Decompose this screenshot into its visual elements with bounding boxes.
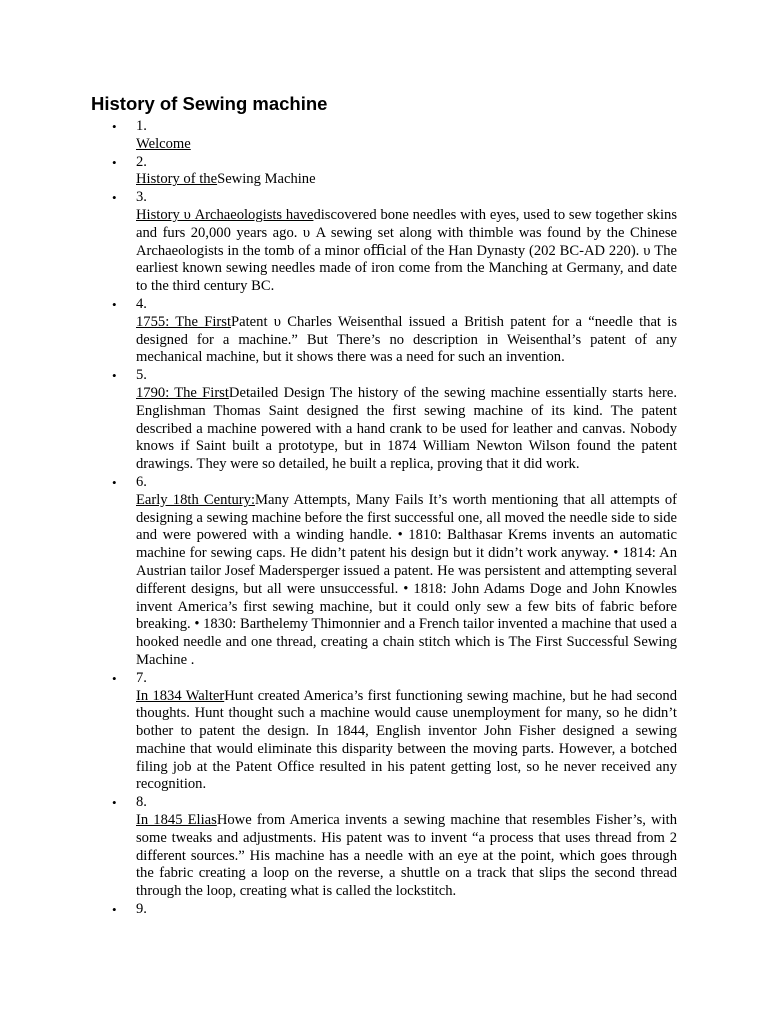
bullet-icon: • — [112, 795, 117, 811]
slide-body: Detailed Design The history of the sewing machine essentially starts here. Englishman Thomas Saint designed the first sewing machine of its kind. The patent described a machine powered with a hand crank to be used for leather and canvas. Nobody knows if Saint built a prototype, but in 1874 William Newton Wilson found the patent drawings. They were so detailed, he built a replica, proving that it did work. — [136, 384, 678, 473]
list-item — [91, 367, 677, 474]
slide-body: Patent υ Charles Weisenthal issued a British patent for a “needle that is designed for a machine.” But There’s no description in Weisenthal’s patent of any mechanical machine, but it shows there was a need for such an invention. — [136, 313, 677, 366]
list-item — [91, 670, 677, 795]
slide-number: 7. — [136, 669, 147, 686]
slide-body: Sewing Machine — [217, 171, 316, 188]
bullet-icon: • — [112, 474, 117, 490]
slide-number: 6. — [136, 473, 147, 490]
bullet-icon: • — [112, 670, 117, 686]
slide-text — [136, 492, 677, 670]
slide-heading-link[interactable]: In 1834 Walter — [136, 687, 225, 704]
slide-text — [136, 207, 677, 296]
slide-text — [136, 385, 677, 474]
slide-body: discovered bone needles with eyes, used to sew together skins and furs 20,000 years ago. υ A sewing set along with thimble was found by the Chinese Archaeologists in the tomb of a minor oﬃcial of the Han Dynasty (202 BC-AD 220). υ The earliest known sewing needles made of iron come from the Manching at Germany, and date to the third century BC. — [136, 206, 677, 295]
slide-number: 3. — [136, 189, 147, 206]
bullet-icon: • — [112, 119, 117, 134]
slide-text — [136, 314, 677, 367]
slide-number: 5. — [136, 367, 147, 384]
list-item — [91, 118, 677, 154]
slide-heading-link[interactable]: 1755: The First — [136, 313, 232, 330]
slide-text — [136, 171, 677, 189]
slide-body: Many Attempts, Many Fails It’s worth mentioning that all attempts of designing a sewing machine before the first successful one, all moved the needle side to side and were powered with a winding handle. • 1810: Balthasar Krems invents an automatic machine for sewing caps. He didn’t patent his design but it didn’t work anyway. • 1814: An Austrian tailor Josef Madersperger issued a patent. He was persistent and attempting several different designs, but all were unsuccessful. • 1818: John Adams Doge and John Knowles invent America’s first sewing machine, but it could only sew a few bits of fabric before breaking. • 1830: Barthelemy Thimonnier and a French tailor invented a machine that used a hooked needle and one thread, creating a chain stitch which is The First Successful Sewing Machine . — [136, 491, 678, 668]
bullet-icon: • — [112, 296, 117, 312]
slide-heading-link[interactable]: 1790: The First — [136, 384, 229, 401]
slide-body: Howe from America invents a sewing machine that resembles Fisher’s, with some tweaks and adjustments. His patent was to invent “a process that uses thread from 2 different sources.” His machine has a needle with an eye at the point, which goes through the fabric creating a loop on the reverse, a shuttle on a track that slips the second thread through the loop, creating what is called the lockstitch. — [136, 812, 677, 900]
slide-number: 2. — [136, 153, 147, 170]
list-item — [91, 794, 677, 901]
list-item — [91, 154, 677, 190]
document-page — [91, 92, 677, 919]
bullet-icon: • — [112, 190, 117, 206]
slide-body: Hunt created America’s first functioning sewing machine, but he had second thoughts. Hunt thought such a machine would cause unemployment for many, so he didn’t bother to patent the design. In 1844, English inventor John Fisher designed a sewing machine that would eliminate this disparity between the moving parts. However, a botched filing job at the Patent Office resulted in his patent getting lost, so he never received any recognition. — [136, 687, 677, 793]
slide-list — [91, 118, 677, 919]
slide-number: 1. — [136, 118, 147, 134]
bullet-icon: • — [112, 368, 117, 384]
list-item — [91, 901, 677, 919]
slide-text — [136, 688, 677, 795]
list-item — [91, 189, 677, 296]
slide-text — [136, 812, 677, 901]
document-title: History of Sewing machine — [91, 93, 328, 114]
slide-number: 4. — [136, 295, 147, 312]
slide-text — [136, 136, 677, 154]
bullet-icon: • — [112, 902, 117, 918]
slide-heading-link[interactable]: History of the — [136, 171, 218, 188]
slide-number: 9. — [136, 901, 147, 918]
bullet-icon: • — [112, 154, 117, 170]
list-item — [91, 296, 677, 367]
slide-heading-link[interactable]: History υ Archaeologists have — [136, 206, 314, 223]
slide-heading-link[interactable]: Welcome — [136, 135, 191, 152]
list-item — [91, 474, 677, 670]
slide-heading-link[interactable]: In 1845 Elias — [136, 812, 217, 829]
slide-heading-link[interactable]: Early 18th Century: — [136, 491, 256, 508]
slide-number: 8. — [136, 794, 147, 811]
